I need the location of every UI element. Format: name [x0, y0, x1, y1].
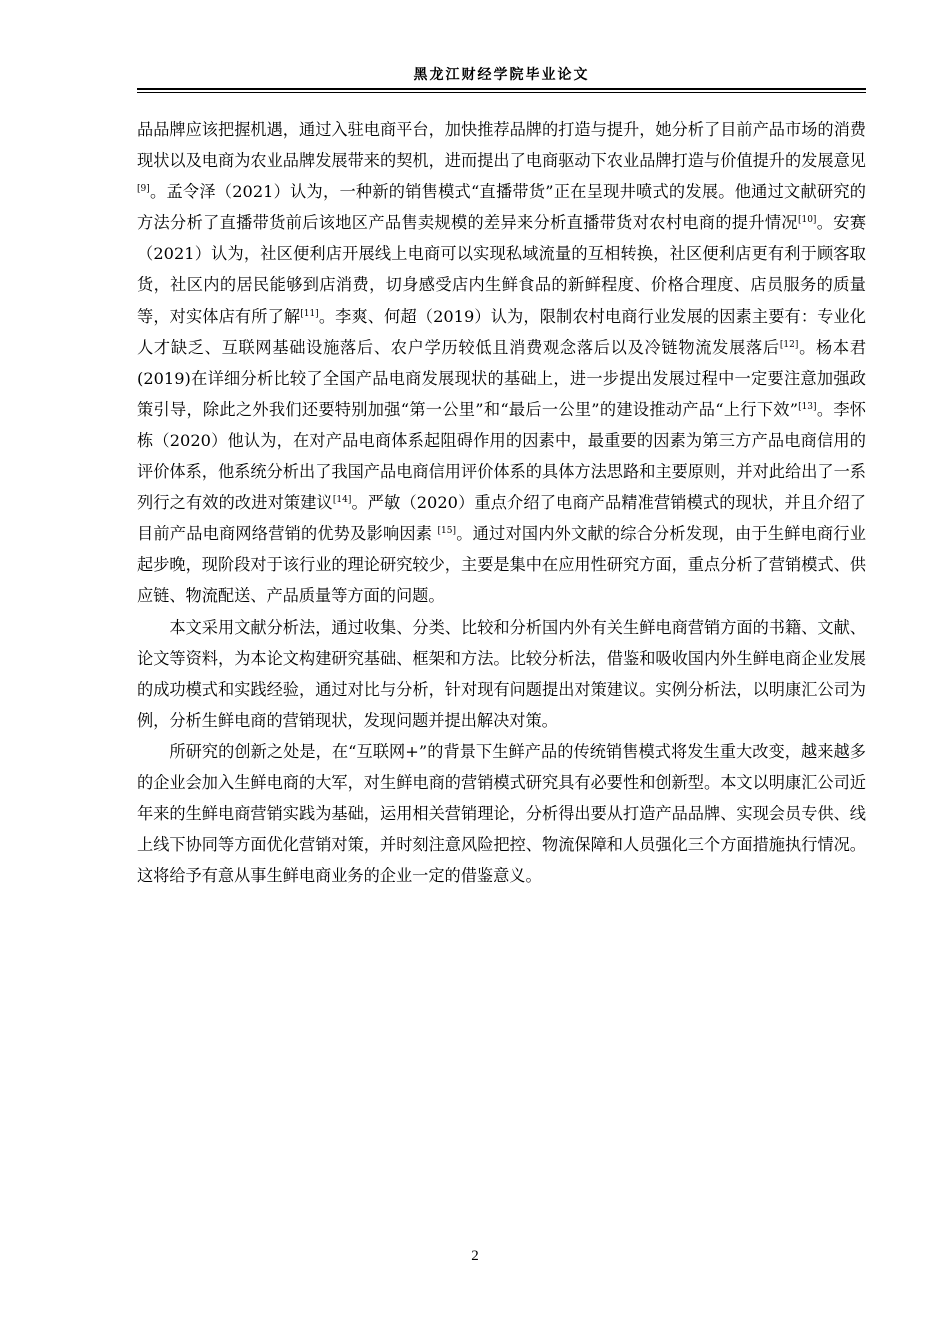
paragraph-text: 。严敏（2020）重点介绍了电商产品精准营销模式的现状，并且介绍了目前产品电商网络营销的优势及影响因素	[137, 493, 866, 544]
paragraph-text: 。安赛（2021）认为，社区便利店开展线上电商可以实现私域流量的互相转换，社区便利店更有利于顾客取货，社区内的居民能够到店消费，切身感受店内生鲜食品的新鲜程度、价格合理度、店员服务的质量等，对实体店有所了解	[137, 213, 867, 326]
citation-marker: [10]	[797, 215, 817, 226]
paragraph-text: 所研究的创新之处是，在“互联网+”的背景下生鲜产品的传统销售模式将发生重大改变，越来越多的企业会加入生鲜电商的大军，对生鲜电商的营销模式研究具有必要性和创新型。本文以明康汇公司近年来的生鲜电商营销实践为基础，运用相关营销理论，分析得出要从打造产品品牌、实现会员专供、线上线下协同等方面优化营销对策，并时刻注意风险把控、物流保障和人员强化三个方面措施执行情况。这将给予有意从事生鲜电商业务的企业一定的借鉴意义。	[137, 741, 866, 886]
citation-marker: [13]	[798, 401, 817, 412]
paragraph-text: 。李怀栋（2020）他认为，在对产品电商体系起阻碍作用的因素中，最重要的因素为第三方产品电商信用的评价体系，他系统分析出了我国产品电商信用评价体系的具体方法思路和主要原则，并对此给出了一系列行之有效的改进对策建议	[137, 399, 866, 513]
citation-marker: [9]	[137, 184, 150, 195]
page-number: 2	[471, 1248, 479, 1264]
header-rule-thick	[137, 88, 866, 90]
page-header-title: 黑龙江财经学院毕业论文	[413, 67, 590, 83]
citation-marker: [11]	[300, 308, 319, 319]
body-paragraph	[137, 612, 866, 736]
paragraph-text: 。杨本君(2019)在详细分析比较了全国产品电商发展现状的基础上，进一步提出发展过程中一定要注意加强政策引导，除此之外我们还要特别加强“第一公里”和“最后一公里”的建设推动产品“上行下效”	[137, 337, 867, 419]
citation-marker: [12]	[779, 339, 799, 350]
body-text	[137, 114, 866, 891]
body-paragraph	[137, 114, 866, 612]
paragraph-text: 。李爽、何超（2019）认为，限制农村电商行业发展的因素主要有：专业化人才缺乏、互联网基础设施落后、农户学历较低且消费观念落后以及冷链物流发展落后	[137, 306, 866, 357]
paragraph-text: 本文采用文献分析法，通过收集、分类、比较和分析国内外有关生鲜电商营销方面的书籍、文献、论文等资料，为本论文构建研究基础、框架和方法。比较分析法，借鉴和吸收国内外生鲜电商企业发展的成功模式和实践经验，通过对比与分析，针对现有问题提出对策建议。实例分析法，以明康汇公司为例，分析生鲜电商的营销现状，发现问题并提出解决对策。	[137, 617, 866, 730]
header-rule-thin	[137, 92, 866, 93]
body-paragraph	[137, 736, 866, 891]
paragraph-text: 品品牌应该把握机遇，通过入驻电商平台，加快推荐品牌的打造与提升，她分析了目前产品市场的消费现状以及电商为农业品牌发展带来的契机，进而提出了电商驱动下农业品牌打造与价值提升的发展意见	[137, 120, 866, 171]
paragraph-text: 。孟令泽（2021）认为，一种新的销售模式“直播带货”正在呈现井喷式的发展。他通过文献研究的方法分析了直播带货前后该地区产品售卖规模的差异来分析直播带货对农村电商的提升情况	[137, 182, 866, 233]
citation-marker: [15]	[437, 526, 457, 537]
paragraph-text: 。通过对国内外文献的综合分析发现，由于生鲜电商行业起步晚，现阶段对于该行业的理论研究较少，主要是集中在应用性研究方面，重点分析了营销模式、供应链、物流配送、产品质量等方面的问题。	[137, 524, 866, 606]
citation-marker: [14]	[332, 495, 352, 506]
